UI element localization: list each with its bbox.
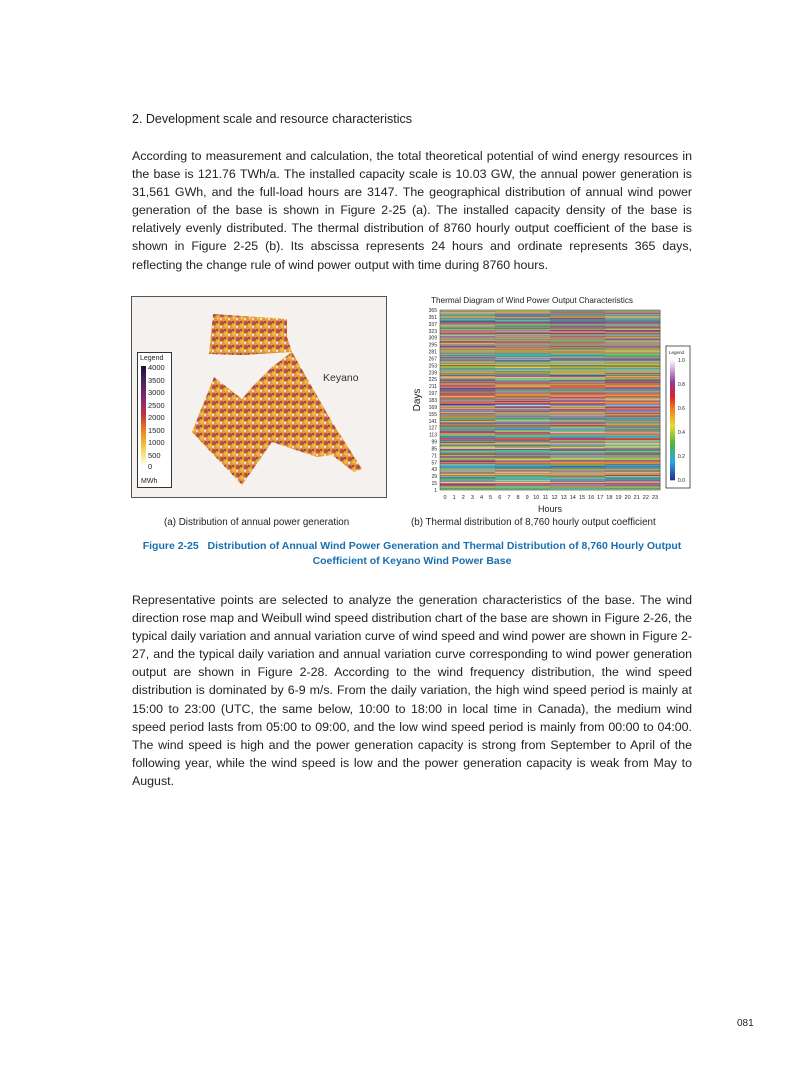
y-tick-label: 29: [431, 474, 437, 481]
y-tick-label: 57: [431, 460, 437, 467]
colorbar-segment: [670, 406, 675, 408]
map-legend: [137, 352, 172, 488]
colorbar-segment: [670, 450, 675, 452]
colorbar-segment: [670, 380, 675, 382]
figure-caption: Figure 2-25 Distribution of Annual Wind Power Generation and Thermal Distribution of 8,760 Hourly Output Coefficient of Keyano Wind Power Base: [142, 540, 682, 567]
y-tick-label: 337: [428, 321, 437, 328]
caption-a: (a) Distribution of annual power generation: [164, 517, 350, 528]
colorbar-tick-label: 0.2: [678, 454, 685, 460]
y-tick-label: 351: [428, 314, 437, 321]
colorbar-segment: [670, 470, 675, 472]
figure-b-heatmap: [400, 294, 695, 514]
y-tick-label: 183: [428, 398, 437, 404]
x-tick-label: 18: [606, 495, 613, 501]
y-tick-label: 43: [431, 467, 437, 474]
colorbar-segment: [670, 362, 675, 364]
map-legend-tick: 1000: [148, 438, 165, 447]
x-tick-label: 2: [461, 495, 465, 501]
y-tick-label: 127: [428, 425, 437, 432]
colorbar-tick-label: 0.8: [678, 382, 685, 388]
x-tick-label: 20: [624, 495, 631, 501]
colorbar-segment: [670, 464, 675, 466]
colorbar-segment: [670, 366, 675, 368]
map-legend-title: Legend: [140, 355, 164, 362]
y-tick-label: 309: [428, 335, 437, 342]
colorbar-segment: [670, 410, 675, 412]
map-legend-tick: 500: [148, 450, 161, 460]
colorbar-segment: [670, 360, 675, 362]
colorbar-segment: [670, 400, 675, 402]
y-tick-label: 85: [431, 446, 437, 453]
colorbar-segment: [670, 388, 675, 390]
y-tick-label: 365: [428, 308, 437, 314]
x-tick-label: 11: [542, 495, 549, 501]
colorbar-segment: [670, 432, 675, 434]
x-tick-label: 8: [516, 495, 520, 501]
y-tick-label: 267: [428, 356, 437, 363]
y-tick-label: 71: [431, 453, 437, 460]
colorbar-segment: [670, 448, 675, 450]
colorbar-segment: [670, 390, 675, 392]
colorbar-segment: [670, 454, 675, 456]
x-tick-label: 0: [443, 495, 447, 501]
colorbar-segment: [670, 372, 675, 374]
y-tick-label: 239: [428, 370, 437, 377]
colorbar-segment: [670, 446, 675, 448]
colorbar-segment: [670, 444, 675, 446]
colorbar-segment: [670, 394, 675, 396]
colorbar-segment: [670, 422, 675, 424]
y-tick-label: 295: [428, 342, 437, 349]
map-region-north: [209, 314, 292, 355]
x-axis-label: Hours: [537, 504, 563, 514]
y-tick-label: 169: [428, 404, 437, 411]
colorbar-segment: [670, 458, 675, 460]
colorbar-segment: [670, 420, 675, 422]
y-tick-label: 197: [428, 391, 437, 398]
x-tick-label: 12: [551, 495, 558, 501]
y-tick-label: 141: [428, 418, 437, 425]
colorbar-legend-title: Legend: [669, 350, 685, 355]
y-axis-label: Days: [412, 388, 423, 412]
colorbar-segment: [670, 396, 675, 398]
colorbar-segment: [670, 452, 675, 454]
y-tick-label: 15: [431, 481, 437, 488]
x-tick-label: 23: [651, 495, 659, 501]
map-legend-tick: 2500: [148, 400, 165, 410]
colorbar-segment: [670, 416, 675, 418]
colorbar-segment: [670, 386, 675, 388]
x-tick-label: 6: [498, 495, 502, 501]
map-legend-unit: MWh: [141, 478, 158, 485]
colorbar-segment: [670, 474, 675, 476]
colorbar-segment: [670, 436, 675, 438]
page-number: 081: [737, 1018, 754, 1029]
paragraph-intro: According to measurement and calculation, the total theoretical potential of wind energy resources in the base is 121.76 TWh/a. The installed capacity scale is 10.03 GW, the annual power generation is 31,561 GWh, and the full-load hours are 3147. The geographical distribution of annual wind power generation of the base is shown in Figure 2-25 (a). The installed capacity density of the base is relatively evenly distributed. The thermal distribution of 8760 hourly output coefficient of the base is shown in Figure 2-25 (b). Its abscissa represents 24 hours and ordinate represents 365 days, reflecting the change rule of wind power output with time during 8760 hours.: [132, 149, 692, 272]
colorbar-segment: [670, 402, 675, 404]
colorbar-tick-label: 0.0: [678, 478, 685, 484]
y-tick-label: 281: [428, 349, 437, 356]
colorbar-segment: [670, 456, 675, 458]
colorbar-segment: [670, 468, 675, 470]
colorbar-segment: [670, 462, 675, 464]
colorbar-segment: [670, 434, 675, 436]
colorbar-segment: [670, 442, 675, 444]
x-tick-label: 21: [633, 495, 640, 501]
colorbar-segment: [670, 404, 675, 406]
colorbar-segment: [670, 438, 675, 440]
map-legend-tick: 2000: [148, 413, 165, 422]
figure-a-map: [131, 296, 387, 498]
colorbar-segment: [670, 428, 675, 430]
colorbar-tick-label: 0.4: [678, 430, 685, 436]
x-tick-label: 14: [569, 495, 576, 501]
y-tick-label: 225: [428, 377, 437, 384]
colorbar-tick-label: 1.0: [678, 358, 685, 364]
x-tick-label: 1: [452, 495, 456, 501]
colorbar-segment: [670, 364, 675, 366]
map-legend-tick: 3500: [148, 375, 165, 385]
colorbar-segment: [670, 370, 675, 372]
map-legend-tick: 3000: [148, 388, 165, 397]
colorbar-segment: [670, 426, 675, 428]
colorbar-segment: [670, 466, 675, 468]
x-tick-label: 19: [615, 495, 622, 501]
x-tick-label: 10: [533, 495, 540, 501]
colorbar-segment: [670, 440, 675, 442]
y-tick-label: 155: [428, 411, 437, 418]
colorbar-segment: [670, 418, 675, 420]
colorbar-legend-box: [666, 346, 690, 488]
colorbar-segment: [670, 478, 675, 480]
x-tick-label: 4: [479, 495, 484, 501]
y-tick-label: 253: [428, 363, 437, 370]
x-tick-label: 13: [560, 495, 567, 501]
colorbar-segment: [670, 378, 675, 380]
colorbar-segment: [670, 374, 675, 376]
x-tick-label: 5: [489, 495, 493, 501]
colorbar-segment: [670, 398, 675, 400]
colorbar-segment: [670, 472, 675, 474]
x-tick-label: 22: [642, 495, 649, 501]
paragraph-analysis: Representative points are selected to analyze the generation characteristics of the base. The wind direction rose map and Weibull wind speed distribution chart of the base are shown in Figure 2-26, the typical daily variation and annual variation curve of wind speed and wind power are shown in Figure 2-27, and the typical daily variation and annual variation curve corresponding to wind power generation output are shown in Figure 2-28. According to the wind frequency distribution, the wind speed distribution is dominated by 6-9 m/s. From the daily variation, the high wind speed period is mainly at 15:00 to 23:00 (UTC, the same below, 10:00 to 18:00 in local time in Canada), the medium wind speed period lasts from 05:00 to 09:00, and the low wind speed period is mainly from 00:00 to 04:00. The wind speed is high and the power generation capacity is strong from September to April of the following year, while the wind speed is low and the power generation capacity is weak from May to August.: [132, 593, 692, 788]
y-tick-label: 323: [428, 328, 437, 335]
x-tick-label: 16: [588, 495, 595, 501]
colorbar-segment: [670, 424, 675, 426]
y-tick-label: 1: [434, 488, 437, 494]
map-legend-tick: 0: [148, 462, 153, 471]
colorbar-segment: [670, 382, 675, 384]
colorbar-segment: [670, 412, 675, 414]
colorbar-segment: [670, 384, 675, 386]
caption-b: (b) Thermal distribution of 8,760 hourly output coefficient: [411, 517, 656, 528]
colorbar-segment: [670, 430, 675, 432]
y-tick-label: 99: [431, 439, 437, 446]
x-tick-label: 17: [597, 495, 604, 501]
colorbar-segment: [670, 408, 675, 410]
x-tick-label: 15: [578, 495, 586, 501]
section-heading: 2. Development scale and resource characteristics: [132, 112, 412, 126]
map-legend-colorbar: [141, 366, 146, 466]
x-tick-label: 7: [507, 495, 511, 501]
y-tick-label: 211: [429, 384, 437, 391]
colorbar-segment: [670, 414, 675, 416]
heatmap-title: Thermal Diagram of Wind Power Output Characteristics: [431, 296, 634, 305]
map-legend-tick: 1500: [148, 425, 165, 435]
colorbar-segment: [670, 460, 675, 462]
colorbar-segment: [670, 376, 675, 378]
heatmap-chart: [400, 294, 695, 514]
colorbar-segment: [670, 368, 675, 370]
colorbar-segment: [670, 476, 675, 478]
y-tick-label: 113: [429, 432, 437, 439]
map-legend-tick: 4000: [148, 363, 165, 372]
colorbar-segment: [670, 392, 675, 394]
x-tick-label: 9: [525, 495, 529, 501]
colorbar-tick-label: 0.6: [678, 406, 685, 412]
map-label-keyano: Keyano: [323, 372, 359, 384]
x-tick-label: 3: [470, 495, 474, 501]
